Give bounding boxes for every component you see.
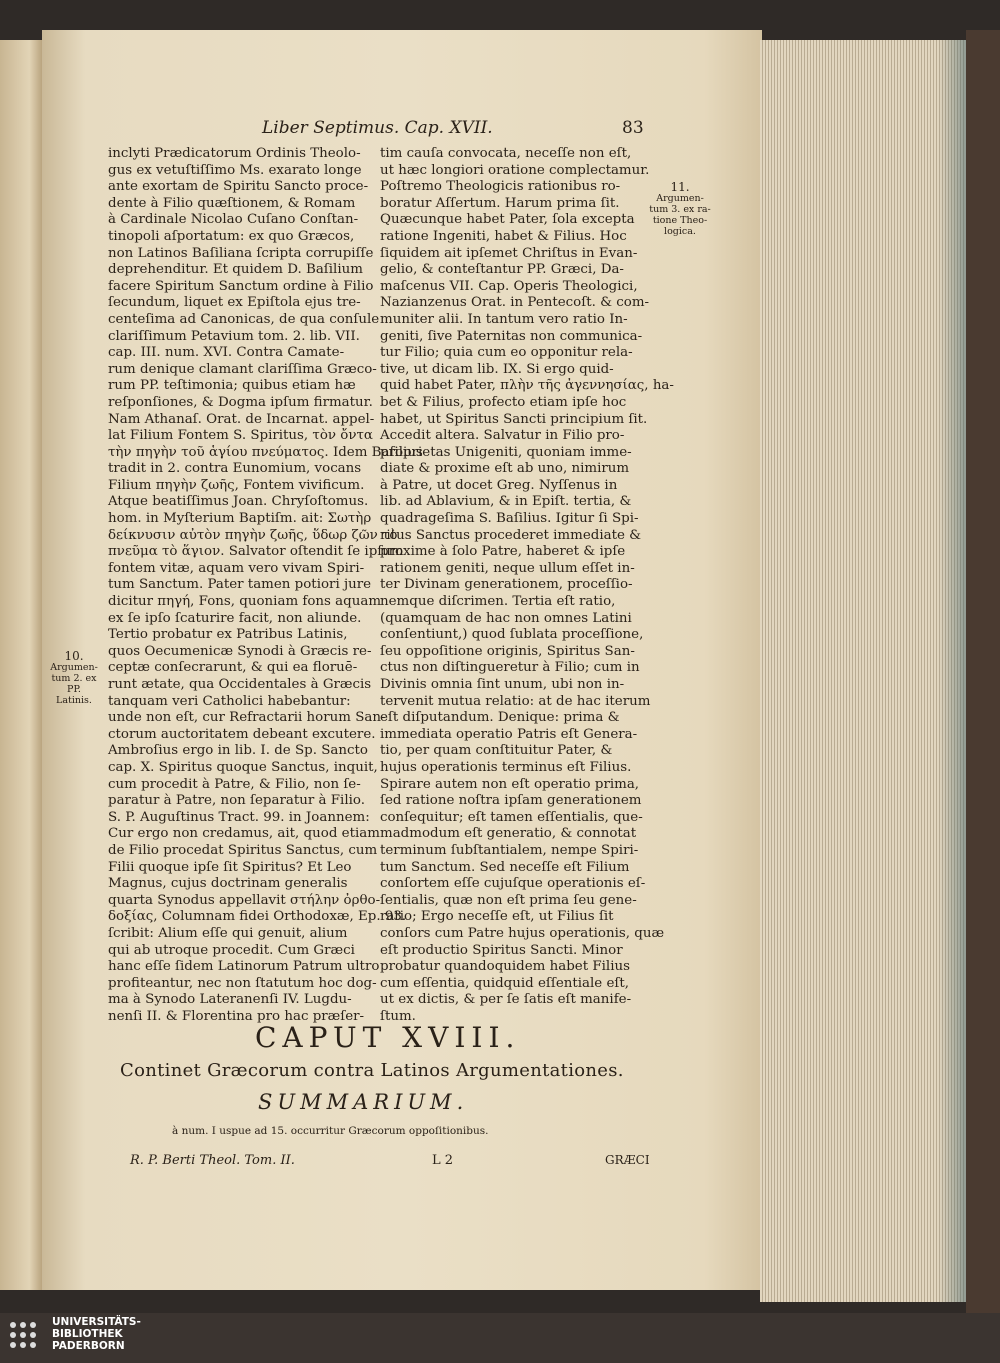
text-line: hanc eſſe ſidem Latinorum Patrum ultro — [108, 959, 380, 975]
text-line: ſed ratione noſtra ipſam generationem — [380, 793, 642, 809]
text-line: Filii quoque ipſe ſit Spiritus? Et Leo — [108, 859, 352, 875]
text-line: cap. X. Spiritus quoque Sanctus, inquit, — [108, 759, 378, 775]
left-text-column — [108, 146, 423, 1025]
text-line: maſcenus VII. Cap. Operis Theologici, — [380, 278, 638, 294]
text-line: Nam Athanaſ. Orat. de Incarnat. appel- — [108, 411, 375, 427]
page-edges — [760, 40, 968, 1302]
text-line: ctus non diſtingueretur à Filio; cum in — [380, 660, 640, 676]
text-line: Cur ergo non credamus, ait, quod etiam — [108, 826, 380, 842]
text-line: hom. in Myſterium Baptiſm. ait: Σωτὴρ — [108, 511, 372, 527]
text-line: qui ab utroque procedit. Cum Græci — [108, 942, 355, 958]
text-line: lat Filium Fontem S. Spiritus, τὸν ὄντα — [108, 428, 373, 444]
text-line: conſentiunt,) quod ſublata proceſſione, — [380, 627, 644, 643]
footer-signature: L 2 — [432, 1153, 454, 1168]
right-text-column — [380, 146, 674, 1025]
library-logo-icon — [8, 1320, 46, 1358]
text-line: habet, ut Spiritus Sancti principium ſit. — [380, 411, 648, 427]
text-line: terminum ſubſtantialem, nempe Spiri- — [380, 842, 639, 858]
library-name-line: PADERBORN — [52, 1340, 125, 1352]
page-number: 83 — [622, 118, 644, 138]
text-line: Filium πηγὴν ζωῆς, Fontem vivificum. — [108, 477, 365, 493]
text-line: S. P. Auguſtinus Tract. 99. in Joannem: — [108, 809, 370, 825]
text-line: (quamquam de hac non omnes Latini — [380, 610, 632, 626]
text-line: quid habet Pater, πλὴν τῆς ἀγεννησίας, ha- — [380, 378, 674, 394]
text-line: eſt productio Spiritus Sancti. Minor — [380, 942, 623, 958]
text-line: ſentialis, quæ non eſt prima ſeu gene- — [380, 892, 637, 908]
text-line: gus ex vetuſtiſſimo Ms. exarato longe — [108, 162, 362, 178]
text-line: muniter alii. In tantum vero ratio In- — [380, 311, 628, 327]
margin-line: Argumen- — [656, 193, 704, 204]
summary-line: à num. I uspue ad 15. occurritur Græcorum oppoſitionibus. — [172, 1125, 489, 1137]
text-line: conſors cum Patre hujus operationis, quæ — [380, 925, 665, 941]
text-line: hujus operationis terminus eſt Filius. — [380, 759, 632, 775]
library-name-line: BIBLIOTHEK — [52, 1328, 123, 1340]
text-line: à Patre, ut docet Greg. Nyſſenus in — [380, 477, 618, 493]
text-line: τὴν πηγὴν τοῦ ἁγίου πνεύματος. Idem Baſilius — [108, 444, 423, 460]
text-line: δείκνυσιν αὐτὸν πηγὴν ζωῆς, ὕδωρ ζῶν τὸ — [108, 527, 398, 543]
text-line: ut hæc longiori oratione complectamur. — [380, 162, 650, 178]
margin-note-number: 11. — [670, 180, 690, 194]
text-line: ante exortam de Spiritu Sancto proce- — [108, 179, 369, 195]
text-line: nenſi II. & Florentina pro hac præſer- — [108, 1008, 365, 1024]
text-line: runt ætate, qua Occidentales à Græcis — [108, 677, 372, 692]
text-line: tive, ut dicam lib. IX. Si ergo quid- — [380, 361, 614, 377]
margin-line: PP. Latinis. — [56, 684, 92, 706]
text-line: dicitur πηγή, Fons, quoniam fons aquam — [108, 594, 382, 610]
text-line: ſiquidem ait ipſemet Chriſtus in Evan- — [380, 245, 638, 261]
text-line: Nazianzenus Orat. in Pentecoſt. & com- — [380, 295, 650, 311]
text-line: conſortem eſſe cujuſque operationis eſ- — [380, 876, 646, 892]
text-line: probatur quandoquidem habet Filius — [380, 959, 630, 975]
text-line: tur Filio; quia cum eo opponitur rela- — [380, 345, 633, 361]
text-line: tanquam veri Catholici habebantur: — [108, 693, 351, 709]
library-footer-bar — [0, 1313, 1000, 1363]
text-line: Atque beatiſſimus Joan. Chryſoſtomus. — [108, 494, 369, 510]
text-line: unde non eſt, cur Refractarii horum San- — [108, 710, 386, 726]
facing-page-edge — [0, 40, 42, 1290]
text-line: ceptæ conſecrarunt, & qui ea floruē- — [108, 660, 358, 676]
text-line: Magnus, cujus doctrinam generalis — [108, 876, 348, 892]
text-line: clariſſimum Petavium tom. 2. lib. VII. — [108, 328, 360, 344]
text-line: ratio; Ergo neceſſe eſt, ut Filius ſit — [380, 909, 614, 925]
text-line: lib. ad Ablavium, & in Epiſt. tertia, & — [380, 494, 632, 510]
text-line: ſeu oppoſitione originis, Spiritus San- — [380, 643, 635, 659]
text-line: cum eſſentia, quidquid eſſentiale eſt, — [380, 975, 629, 991]
margin-note-right — [644, 182, 716, 237]
text-line: rum PP. teſtimonia; quibus etiam hæ — [108, 378, 356, 394]
text-line: conſequitur; eſt tamen eſſentialis, que- — [380, 809, 643, 825]
text-line: dente à Filio quæſtionem, & Romam — [108, 195, 356, 211]
text-line: madmodum eſt generatio, & connotat — [380, 826, 637, 842]
text-line: quos Oecumenicæ Synodi à Græcis re- — [108, 643, 372, 659]
text-line: nemque diſcrimen. Tertia eſt ratio, — [380, 594, 616, 610]
text-line: δοξίας, Columnam fidei Orthodoxæ, Ep. 93. — [108, 909, 407, 925]
text-line: ex ſe ipſo ſcaturire facit, non aliunde. — [108, 610, 362, 626]
margin-note-left — [50, 651, 98, 706]
text-line: eſt diſputandum. Denique: prima & — [380, 710, 620, 726]
text-line: cum procedit à Patre, & Filio, non ſe- — [108, 776, 361, 792]
margin-note-number: 10. — [64, 649, 84, 663]
text-line: de Filio procedat Spiritus Sanctus, cum — [108, 842, 378, 858]
text-line: ſcribit: Alium eſſe qui genuit, alium — [108, 925, 348, 941]
text-line: facere Spiritum Sanctum ordine à Filio — [108, 278, 374, 294]
text-line: cap. III. num. XVI. Contra Camate- — [108, 345, 345, 361]
text-line: paratur à Patre, non ſeparatur à Filio. — [108, 793, 365, 809]
text-line: reſponſiones, & Dogma ipſum firmatur. — [108, 394, 373, 410]
text-line: tum Sanctum. Sed neceſſe eſt Filium — [380, 859, 630, 875]
text-line: non Latinos Baſiliana ſcripta corrupiſſe — [108, 245, 374, 261]
text-line: proxime à ſolo Patre, haberet & ipſe — [380, 544, 626, 560]
text-line: geniti, ſive Paternitas non communica- — [380, 328, 643, 344]
text-line: bet & Filius, profecto etiam ipſe hoc — [380, 394, 627, 410]
text-line: diate & proxime eſt ab uno, nimirum — [380, 461, 630, 477]
summarium-heading: SUMMARIUM. — [258, 1090, 469, 1114]
margin-line: Argumen- — [50, 662, 98, 673]
text-line: centeſima ad Canonicas, de qua conſule — [108, 311, 380, 327]
text-line: ſtum. — [380, 1008, 416, 1024]
text-line: tum Sanctum. Pater tamen potiori jure — [108, 577, 372, 593]
text-line: Tertio probatur ex Patribus Latinis, — [108, 627, 348, 643]
margin-line: tione Theo- — [652, 215, 708, 226]
text-line: tradit in 2. contra Eunomium, vocans — [108, 461, 362, 477]
text-line: quadrageſima S. Baſilius. Igitur ſi Spi- — [380, 511, 639, 527]
text-line: proprietas Unigeniti, quoniam imme- — [380, 444, 632, 460]
text-line: boratur Aſſertum. Harum prima ſit. — [380, 195, 620, 211]
text-line: profiteantur, nec non ſtatutum hoc dog- — [108, 975, 377, 991]
text-line: tio, per quam conſtituitur Pater, & — [380, 743, 613, 759]
text-line: rationem geniti, neque ullum eſſet in- — [380, 560, 635, 576]
text-line: Divinis omnia ſint unum, ubi non in- — [380, 677, 625, 692]
text-line: Poſtremo Theologicis rationibus ro- — [380, 179, 621, 195]
text-line: ſecundum, liquet ex Epiſtola ejus tre- — [108, 295, 361, 311]
text-line: immediata operatio Patris eſt Genera- — [380, 726, 638, 742]
text-line: ritus Sanctus procederet immediate & — [380, 527, 642, 543]
chapter-heading: CAPUT XVIII. — [255, 1021, 521, 1054]
text-line: quarta Synodus appellavit στήλην ὀρθο- — [108, 892, 381, 908]
text-line: ratione Ingeniti, habet & Filius. Hoc — [380, 228, 627, 244]
text-line: ma à Synodo Lateranenſi IV. Lugdu- — [108, 992, 352, 1008]
text-line: tinopoli aſportatum: ex quo Græcos, — [108, 228, 355, 244]
text-line: Quæcunque habet Pater, ſola excepta — [380, 212, 635, 228]
running-title: Liber Septimus. Cap. XVII. — [262, 118, 493, 138]
text-line: gelio, & conteſtantur PP. Græci, Da- — [380, 262, 624, 278]
text-line: inclyti Prædicatorum Ordinis Theolo- — [108, 146, 361, 161]
footer-author: R. P. Berti Theol. Tom. II. — [130, 1153, 295, 1168]
text-line: rum denique clamant clariſſima Græco- — [108, 361, 377, 377]
library-name-line: UNIVERSITÄTS- — [52, 1316, 141, 1328]
text-line: deprehenditur. Et quidem D. Baſilium — [108, 262, 363, 278]
text-line: Accedit altera. Salvatur in Filio pro- — [380, 428, 625, 444]
text-line: fontem vitæ, aquam vero vivam Spiri- — [108, 560, 365, 576]
text-line: ut ex dictis, & per ſe ſatis eſt manife- — [380, 992, 632, 1008]
text-line: ctorum auctoritatem debeant excutere. — [108, 726, 376, 742]
margin-note-lines — [50, 662, 98, 706]
text-line: πνεῦμα τὸ ἅγιον. Salvator oſtendit ſe ipſum — [108, 544, 404, 560]
margin-line: tum 3. ex ra- — [649, 204, 711, 215]
book-cover-edge — [966, 30, 1000, 1313]
chapter-contents: Continet Græcorum contra Latinos Argumentationes. — [120, 1060, 624, 1081]
text-line: ter Divinam generationem, proceſſio- — [380, 577, 633, 593]
library-name — [52, 1316, 141, 1352]
text-line: Spirare autem non eſt operatio prima, — [380, 776, 640, 792]
text-line: tervenit mutua relatio: at de hac iterum — [380, 693, 651, 709]
margin-note-lines — [644, 193, 716, 237]
margin-line: tum 2. ex — [51, 673, 97, 684]
text-line: tim cauſa convocata, neceſſe non eſt, — [380, 146, 632, 161]
text-line: à Cardinale Nicolao Cuſano Conſtan- — [108, 212, 359, 228]
text-line: Ambroſius ergo in lib. I. de Sp. Sancto — [108, 743, 368, 759]
margin-line: logica. — [664, 226, 696, 237]
footer-catchword: GRÆCI — [605, 1153, 650, 1167]
